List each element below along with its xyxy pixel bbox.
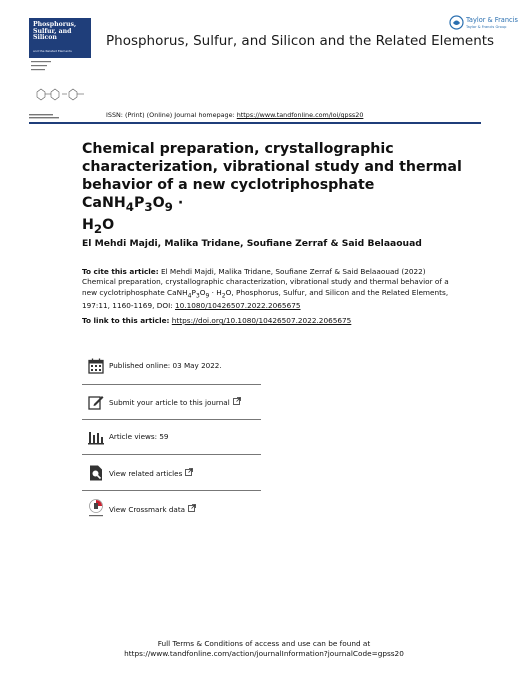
citation-text: O xyxy=(199,287,206,297)
header-divider xyxy=(29,122,481,124)
title-line: Chemical preparation, crystallographic xyxy=(82,141,394,157)
footer-terms-text: Full Terms & Conditions of access and use can be found at xyxy=(157,639,371,648)
cover-title-line: Sulfur, and xyxy=(33,27,72,35)
journal-homepage-link[interactable]: https://www.tandfonline.com/loi/gpss20 xyxy=(236,111,364,119)
external-link-icon xyxy=(233,397,241,405)
divider xyxy=(82,384,261,385)
title-formula-text: H xyxy=(82,216,94,233)
title-line xyxy=(82,176,462,216)
subscript: 2 xyxy=(221,292,226,300)
external-link-icon xyxy=(188,504,196,512)
divider xyxy=(82,454,261,455)
published-online-item xyxy=(82,353,262,383)
related-articles-link[interactable] xyxy=(109,468,193,478)
publisher-name: Taylor & Francis xyxy=(466,16,518,24)
article-doi-url[interactable]: https://doi.org/10.1080/10426507.2022.2065675 xyxy=(171,316,352,325)
crossmark-label: View Crossmark data xyxy=(109,505,186,514)
publisher-logo-icon xyxy=(449,15,464,30)
footer xyxy=(0,639,528,659)
cover-title xyxy=(33,22,76,42)
title-formula-text: P xyxy=(133,195,145,211)
doi-link[interactable]: 10.1080/10426507.2022.2065675 xyxy=(175,301,301,311)
citation-text: · H xyxy=(209,287,222,297)
article-link-line xyxy=(82,316,351,325)
crossmark-icon xyxy=(88,499,104,519)
title-formula-text: behavior of a new cyclotriphosphate CaNH xyxy=(82,177,375,211)
search-doc-icon xyxy=(88,465,104,481)
divider xyxy=(82,490,261,491)
calendar-icon xyxy=(88,358,104,374)
crossmark-link[interactable] xyxy=(109,504,196,514)
citation-text: O, Phosphorus, Sulfur, and Silicon and the Related Elements, 197:11, 1160-1169, DOI: xyxy=(82,287,449,311)
divider xyxy=(82,419,261,420)
citation-label: To cite this article: xyxy=(82,267,159,276)
journal-cover-thumbnail xyxy=(29,18,91,120)
issn-line xyxy=(106,111,363,119)
subscript: 4 xyxy=(125,199,134,214)
submit-article-link[interactable] xyxy=(109,397,241,407)
bar-chart-icon xyxy=(88,429,104,445)
footer-terms-url[interactable]: https://www.tandfonline.com/action/journalInformation?journalCode=gpss20 xyxy=(124,649,404,658)
title-formula-text: O xyxy=(102,216,115,233)
subscript: 4 xyxy=(187,292,192,300)
published-date: Published online: 03 May 2022. xyxy=(109,361,222,370)
related-articles-item[interactable] xyxy=(82,460,262,490)
subscript: 3 xyxy=(195,292,200,300)
subscript: 2 xyxy=(93,221,103,236)
title-formula-text: O xyxy=(152,195,165,211)
link-label: To link to this article: xyxy=(82,316,170,325)
subscript: 9 xyxy=(205,292,210,300)
title-formula-text: · xyxy=(172,195,184,211)
title-line: characterization, vibrational study and thermal xyxy=(82,159,462,175)
title-line xyxy=(82,216,462,238)
article-views: Article views: 59 xyxy=(109,432,169,441)
edit-icon xyxy=(88,394,104,410)
subscript: 3 xyxy=(144,199,153,214)
author-list: El Mehdi Majdi, Malika Tridane, Soufiane Zerraf & Said Belaaouad xyxy=(82,238,422,249)
related-articles-label: View related articles xyxy=(109,469,183,478)
citation-text: El Mehdi Majdi, Malika Tridane, Soufiane Zerraf & Said Belaaouad (2022) Chemical preparation, crystallographic characterization, vibrational study and thermal behavior of a new cyclotriphosphate CaNH xyxy=(82,267,449,297)
submit-article-label: Submit your article to this journal xyxy=(109,398,230,407)
article-title xyxy=(82,140,462,238)
article-views-item xyxy=(82,424,262,454)
subscript: 9 xyxy=(164,199,173,214)
submit-article-item[interactable] xyxy=(82,389,262,419)
publisher-group: Taylor & Francis Group xyxy=(466,25,507,29)
cover-structure-image xyxy=(29,58,91,120)
citation-text: P xyxy=(191,287,196,297)
cover-title-line: Phosphorus, xyxy=(33,21,77,28)
issn-label: ISSN: (Print) (Online) Journal homepage: xyxy=(106,111,235,119)
cover-band xyxy=(29,18,91,58)
crossmark-item[interactable] xyxy=(82,496,262,526)
cover-title-line: Silicon xyxy=(33,34,57,42)
citation-block xyxy=(82,267,452,312)
publisher-logo[interactable] xyxy=(449,14,518,36)
external-link-icon xyxy=(185,468,193,476)
journal-title[interactable]: Phosphorus, Sulfur, and Silicon and the Related Elements xyxy=(106,33,495,49)
cover-subtitle: and the Related Elements xyxy=(33,49,72,53)
